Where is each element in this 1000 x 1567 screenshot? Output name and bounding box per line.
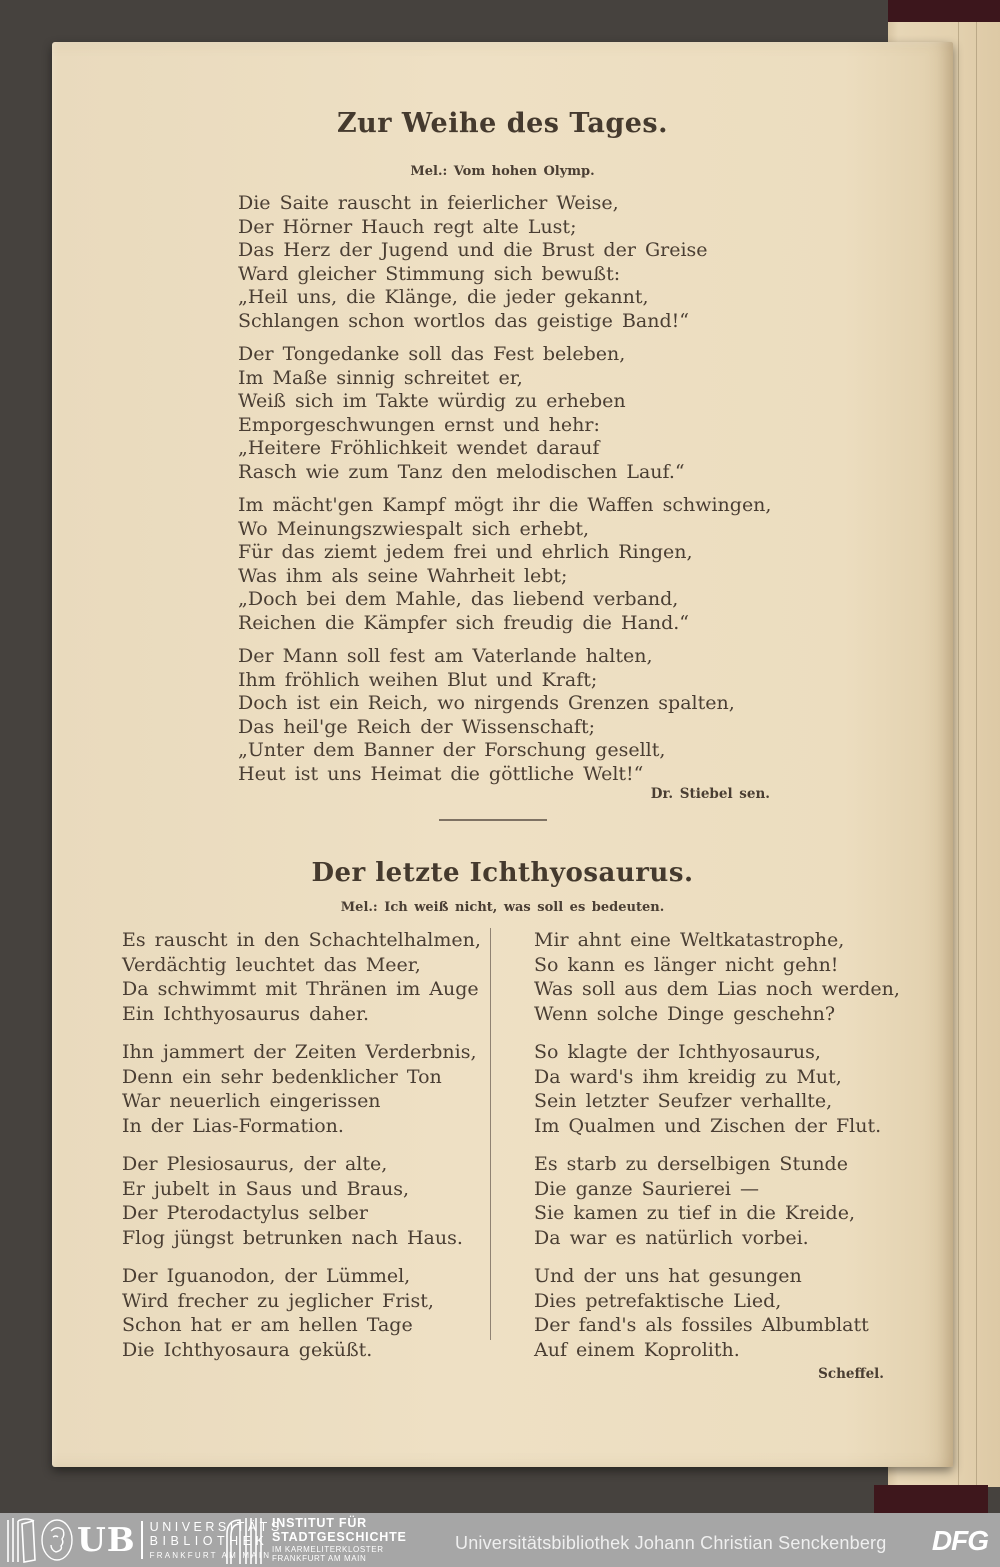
poem-line: Schon hat er am hellen Tage bbox=[122, 1314, 413, 1336]
poem-line: Was soll aus dem Lias noch werden, bbox=[534, 978, 900, 1000]
poem-line: Da war es natürlich vorbei. bbox=[534, 1226, 809, 1249]
poem-line: Flog jüngst betrunken nach Haus. bbox=[122, 1226, 463, 1249]
poem-line: Die ganze Saurierei — bbox=[534, 1177, 760, 1200]
ub-separator bbox=[141, 1521, 143, 1559]
poem-line: Das Herz der Jugend und die Brust der Greise bbox=[238, 239, 708, 261]
poem-line: Im Maße sinnig schreitet er, bbox=[238, 366, 523, 389]
poem-line: Der Mann soll fest am Vaterlande halten, bbox=[238, 645, 653, 667]
poem-right-column bbox=[534, 928, 900, 1376]
poem-line: „Doch bei dem Mahle, das liebend verband, bbox=[238, 588, 679, 610]
book-spines-icon bbox=[6, 1516, 36, 1564]
poem-line: Denn ein sehr bedenklicher Ton bbox=[122, 1065, 442, 1088]
poem-line: Emporgeschwungen ernst und hehr: bbox=[238, 413, 600, 436]
poem-stanza bbox=[122, 928, 482, 1026]
poem-line: Schlangen schon wortlos das geistige Band!“ bbox=[238, 309, 689, 332]
poem-line: Rasch wie zum Tanz den melodischen Lauf.“ bbox=[238, 460, 685, 483]
poem-line: Und der uns hat gesungen bbox=[534, 1265, 802, 1287]
institut-name-line: IM KARMELITERKLOSTER bbox=[272, 1545, 384, 1555]
poem-stanza bbox=[534, 928, 900, 1026]
poem-melody-note: Mel.: Ich weiß nicht, was soll es bedeuten. bbox=[340, 900, 665, 915]
dfg-logo: DFG bbox=[931, 1525, 988, 1556]
institut-stadtgeschichte-logo bbox=[224, 1516, 407, 1564]
karmeliterkloster-arch-icon bbox=[224, 1516, 264, 1564]
poem-attribution: Scheffel. bbox=[818, 1366, 884, 1382]
poem-line: „Heitere Fröhlichkeit wendet darauf bbox=[238, 437, 600, 459]
poem-line: So kann es länger nicht gehn! bbox=[534, 953, 839, 976]
institut-wordmark bbox=[272, 1516, 407, 1564]
poem-melody-note: Mel.: Vom hohen Olymp. bbox=[410, 164, 595, 179]
poem-stanza bbox=[122, 1152, 482, 1250]
poem-line: Verdächtig leuchtet das Meer, bbox=[122, 953, 421, 976]
poem-line: Im mächt'gen Kampf mögt ihr die Waffen schwingen, bbox=[238, 494, 772, 516]
poem-line: War neuerlich eingerissen bbox=[122, 1090, 381, 1112]
poem-stanza bbox=[122, 1040, 482, 1138]
poem-line: In der Lias-Formation. bbox=[122, 1114, 344, 1137]
ub-name-line: UNIVERSITÄTS bbox=[149, 1520, 283, 1535]
library-credit-text: Universitätsbibliothek Johann Christian Senckenberg bbox=[455, 1533, 887, 1553]
poem-line: Auf einem Koprolith. bbox=[534, 1338, 740, 1361]
poem-line: Der Hörner Hauch regt alte Lust; bbox=[238, 215, 577, 238]
poem-line: Da schwimmt mit Thränen im Auge bbox=[122, 978, 479, 1000]
poem-body bbox=[238, 192, 778, 796]
poem-line: Ein Ichthyosaurus daher. bbox=[122, 1002, 370, 1025]
institut-name-line: FRANKFURT AM MAIN bbox=[272, 1554, 367, 1563]
poem-line: Im Qualmen und Zischen der Flut. bbox=[534, 1114, 882, 1137]
poem-line: Dies petrefaktische Lied, bbox=[534, 1289, 782, 1312]
poem-line: Er jubelt in Saus und Braus, bbox=[122, 1177, 410, 1200]
poem-line: Der Plesiosaurus, der alte, bbox=[122, 1153, 388, 1175]
poem-line: Die Ichthyosaura geküßt. bbox=[122, 1338, 373, 1361]
poem-line: „Heil uns, die Klänge, die jeder gekannt, bbox=[238, 286, 649, 308]
page-edge-line bbox=[958, 22, 959, 1487]
book-cover-edge-bottom bbox=[874, 1485, 988, 1515]
poem-stanza bbox=[238, 343, 778, 484]
poem-line: Es rauscht in den Schachtelhalmen, bbox=[122, 929, 481, 951]
poem-left-column bbox=[122, 928, 482, 1376]
poem-line: So klagte der Ichthyosaurus, bbox=[534, 1041, 821, 1063]
poem-line: Da ward's ihm kreidig zu Mut, bbox=[534, 1065, 842, 1088]
poem-stanza bbox=[238, 192, 778, 333]
poem-line: Das heil'ge Reich der Wissenschaft; bbox=[238, 715, 596, 738]
poem-line: Der Pterodactylus selber bbox=[122, 1202, 368, 1224]
poem-line: Der Tongedanke soll das Fest beleben, bbox=[238, 343, 626, 365]
institut-name-line: STADTGESCHICHTE bbox=[272, 1530, 407, 1545]
poems-divider-rule bbox=[439, 819, 547, 821]
poem-stanza bbox=[238, 494, 778, 635]
poem-title: Der letzte Ichthyosaurus. bbox=[311, 858, 694, 888]
poem-title: Zur Weihe des Tages. bbox=[336, 108, 669, 139]
page-edge-line bbox=[976, 22, 977, 1487]
poem-line: Was ihm als seine Wahrheit lebt; bbox=[238, 564, 568, 587]
poem-line: Wo Meinungszwiespalt sich erhebt, bbox=[238, 517, 590, 540]
poem-line: Doch ist ein Reich, wo nirgends Grenzen spalten, bbox=[238, 692, 735, 714]
poem-line: Für das ziemt jedem frei und ehrlich Ringen, bbox=[238, 541, 693, 563]
poem-stanza bbox=[238, 645, 778, 786]
poem-line: Der fand's als fossiles Albumblatt bbox=[534, 1314, 869, 1336]
poem-line: Die Saite rauscht in feierlicher Weise, bbox=[238, 192, 619, 214]
poem-line: Ihm fröhlich weihen Blut und Kraft; bbox=[238, 668, 598, 691]
poem-line: Ihn jammert der Zeiten Verderbnis, bbox=[122, 1041, 477, 1063]
poem-line: „Unter dem Banner der Forschung gesellt, bbox=[238, 739, 666, 761]
poem-line: Der Iguanodon, der Lümmel, bbox=[122, 1265, 411, 1287]
poem-stanza bbox=[122, 1264, 482, 1362]
book-page bbox=[52, 42, 953, 1467]
poem-stanza bbox=[534, 1152, 894, 1250]
poem-attribution: Dr. Stiebel sen. bbox=[650, 786, 770, 802]
ub-abbreviation: UB bbox=[77, 1520, 136, 1559]
book-cover-edge-top bbox=[888, 0, 1000, 23]
poem-line: Mir ahnt eine Weltkatastrophe, bbox=[534, 929, 845, 951]
column-divider-rule bbox=[490, 928, 491, 1340]
goethe-portrait-icon bbox=[39, 1517, 75, 1563]
footer-bar bbox=[0, 1513, 1000, 1567]
institut-name-line: INSTITUT FÜR bbox=[272, 1516, 368, 1531]
poem-stanza bbox=[534, 1040, 894, 1138]
poem-line: Es starb zu derselbigen Stunde bbox=[534, 1153, 848, 1175]
ub-name-line: FRANKFURT AM MAIN bbox=[149, 1550, 272, 1560]
ub-name-line: BIBLIOTHEK bbox=[149, 1534, 269, 1549]
poem-line: Wenn solche Dinge geschehn? bbox=[534, 1002, 836, 1025]
poem-line: Sein letzter Seufzer verhallte, bbox=[534, 1090, 833, 1112]
poem-stanza bbox=[534, 1264, 894, 1362]
poem-line: Weiß sich im Takte würdig zu erheben bbox=[238, 390, 626, 412]
poem-line: Ward gleicher Stimmung sich bewußt: bbox=[238, 262, 621, 285]
poem-line: Sie kamen zu tief in die Kreide, bbox=[534, 1202, 855, 1224]
poem-line: Wird frecher zu jeglicher Frist, bbox=[122, 1289, 434, 1312]
poem-line: Reichen die Kämpfer sich freudig die Hand.“ bbox=[238, 611, 690, 634]
poem-line: Heut ist uns Heimat die göttliche Welt!“ bbox=[238, 762, 644, 785]
